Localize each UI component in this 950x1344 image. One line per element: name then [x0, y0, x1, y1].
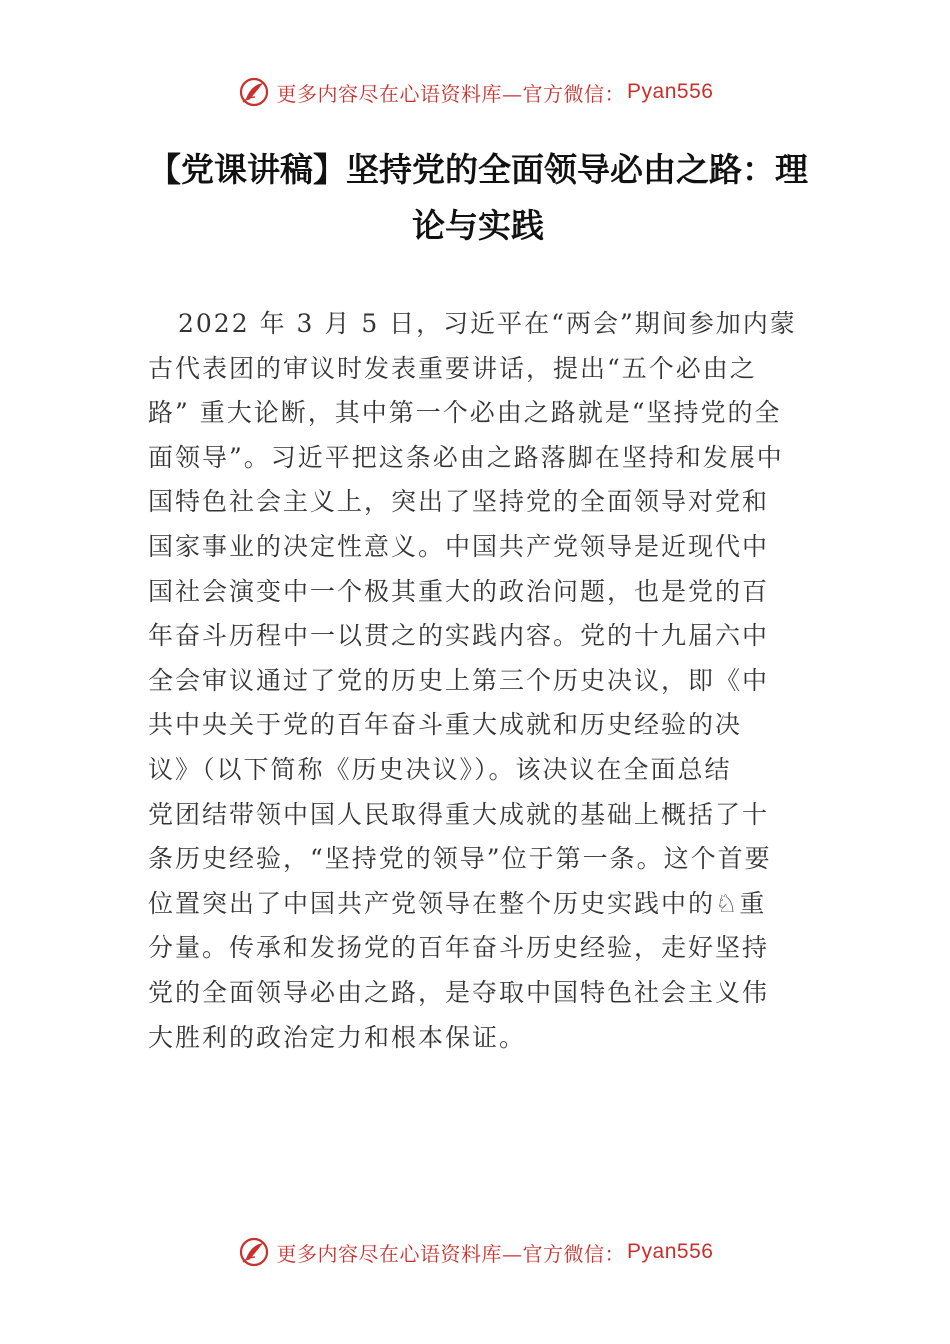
title-line-2: 论与实践 [412, 206, 544, 245]
body-line: 党的全面领导必由之路，是夺取中国特色社会主义伟 [148, 977, 770, 1007]
body-line: 国特色社会主义上，突出了坚持党的全面领导对党和 [148, 487, 770, 517]
brush-logo-icon [237, 75, 271, 109]
body-line: 分量。传承和发扬党的百年奋斗历史经验，走好坚持 [148, 933, 770, 963]
body-line: 党团结带领中国人民取得重大成就的基础上概括了十 [148, 799, 770, 829]
footer-watermark [0, 1232, 950, 1272]
watermark-wechat-id: Pyan556 [627, 1240, 714, 1263]
body-line: 面领导”。习近平把这条必由之路落脚在坚持和发展中 [148, 442, 784, 472]
watermark-text: 更多内容尽在心语资料库—官方微信： [276, 81, 626, 106]
title-line-1: 【党课讲稿】坚持党的全面领导必由之路：理 [148, 150, 808, 189]
watermark-wechat-id: Pyan556 [627, 80, 714, 103]
article-body [148, 302, 804, 1060]
body-line: 古代表团的审议时发表重要讲话，提出“五个必由之 [148, 353, 757, 383]
brush-logo-icon [237, 1235, 271, 1269]
body-line: 共中央关于党的百年奋斗重大成就和历史经验的决 [148, 710, 743, 740]
body-line: 位置突出了中国共产党领导在整个历史实践中的♘重 [148, 888, 767, 918]
body-line: 全会审议通过了党的历史上第三个历史决议，即《中 [148, 665, 770, 695]
body-line: 国社会演变中一个极其重大的政治问题，也是党的百 [148, 576, 770, 606]
body-line: 大胜利的政治定力和根本保证。 [148, 1022, 527, 1052]
body-line: 议》（以下简称《历史决议》）。该决议在全面总结 [148, 754, 732, 784]
header-watermark [0, 72, 950, 112]
body-line: 年奋斗历程中一以贯之的实践内容。党的十九届六中 [148, 621, 770, 651]
body-line: 国家事业的决定性意义。中国共产党领导是近现代中 [148, 531, 770, 561]
document-title [148, 142, 808, 254]
body-line: 路” 重大论断，其中第一个必由之路就是“坚持党的全 [148, 398, 782, 428]
body-line: 条历史经验，“坚持党的领导”位于第一条。这个首要 [148, 844, 772, 874]
body-line: 2022 年 3 月 5 日，习近平在“两会”期间参加内蒙 [178, 309, 797, 338]
watermark-text: 更多内容尽在心语资料库—官方微信： [276, 1241, 626, 1266]
